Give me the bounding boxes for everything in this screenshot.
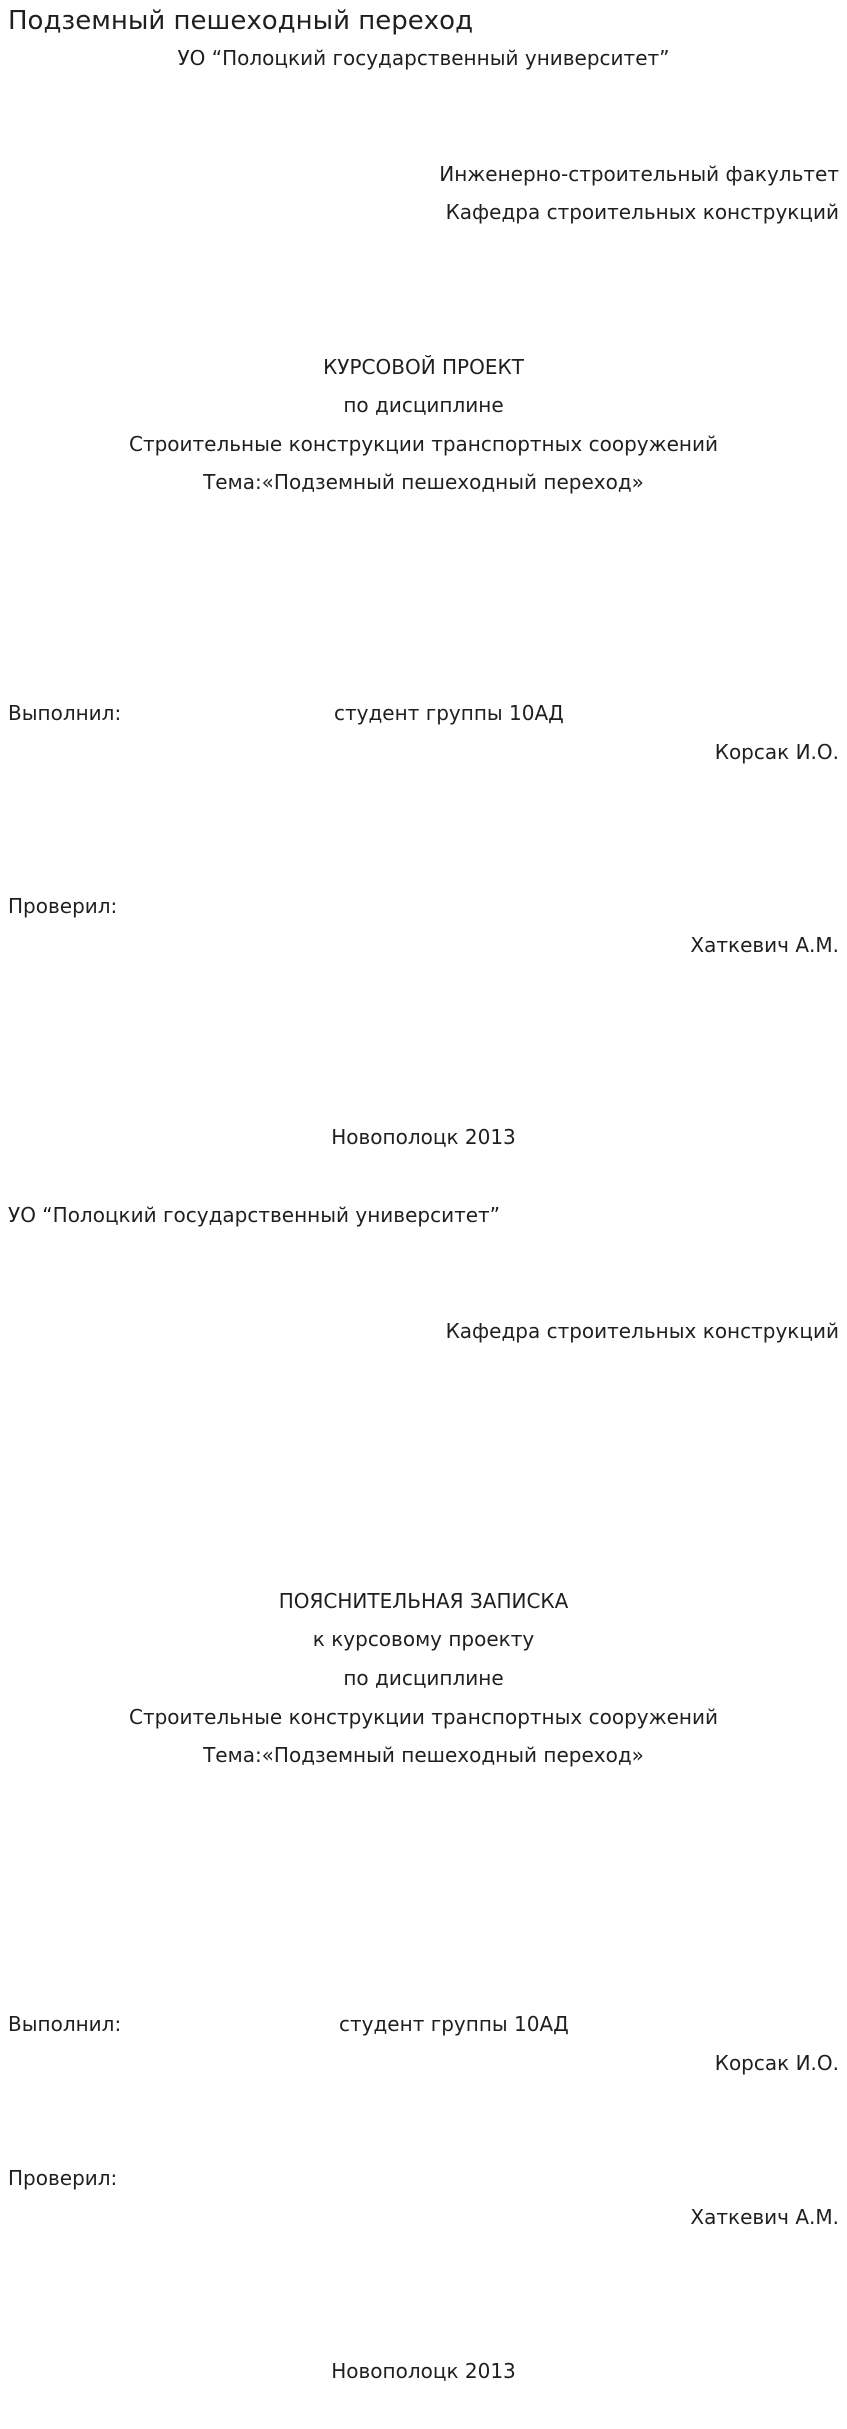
student-name: Корсак И.О.	[714, 2051, 839, 2075]
checker-name: Хаткевич А.М.	[690, 2205, 839, 2229]
topic-line: Тема:«Подземный пешеходный переход»	[203, 470, 644, 494]
department-name: Кафедра строительных конструкций	[445, 200, 839, 224]
department-name: Кафедра строительных конструкций	[445, 1319, 839, 1343]
discipline-name: Строительные конструкции транспортных сооружений	[128, 1705, 718, 1729]
performed-label: Выполнил:	[8, 701, 122, 725]
student-name: Корсак И.О.	[714, 740, 839, 764]
student-group: студент группы 10АД	[339, 2012, 569, 2036]
checked-label: Проверил:	[8, 894, 118, 918]
discipline-prefix: по дисциплине	[343, 393, 504, 417]
student-group: студент группы 10АД	[334, 701, 564, 725]
checked-label: Проверил:	[8, 2166, 118, 2190]
university-name: УО “Полоцкий государственный университет”	[177, 46, 670, 70]
document-title: Подземный пешеходный переход	[8, 6, 474, 36]
discipline-name: Строительные конструкции транспортных сооружений	[128, 432, 718, 456]
discipline-prefix: по дисциплине	[343, 1666, 504, 1690]
performed-label: Выполнил:	[8, 2012, 122, 2036]
doc-type-heading: КУРСОВОЙ ПРОЕКТ	[323, 355, 524, 379]
doc-type-heading: ПОЯСНИТЕЛЬНАЯ ЗАПИСКА	[278, 1589, 569, 1613]
city-year: Новополоцк 2013	[331, 1125, 516, 1149]
topic-line: Тема:«Подземный пешеходный переход»	[203, 1743, 644, 1767]
city-year: Новополоцк 2013	[331, 2359, 516, 2383]
faculty-name: Инженерно-строительный факультет	[439, 162, 839, 186]
to-project-line: к курсовому проекту	[312, 1627, 535, 1651]
checker-name: Хаткевич А.М.	[690, 933, 839, 957]
university-name: УО “Полоцкий государственный университет”	[8, 1203, 501, 1227]
